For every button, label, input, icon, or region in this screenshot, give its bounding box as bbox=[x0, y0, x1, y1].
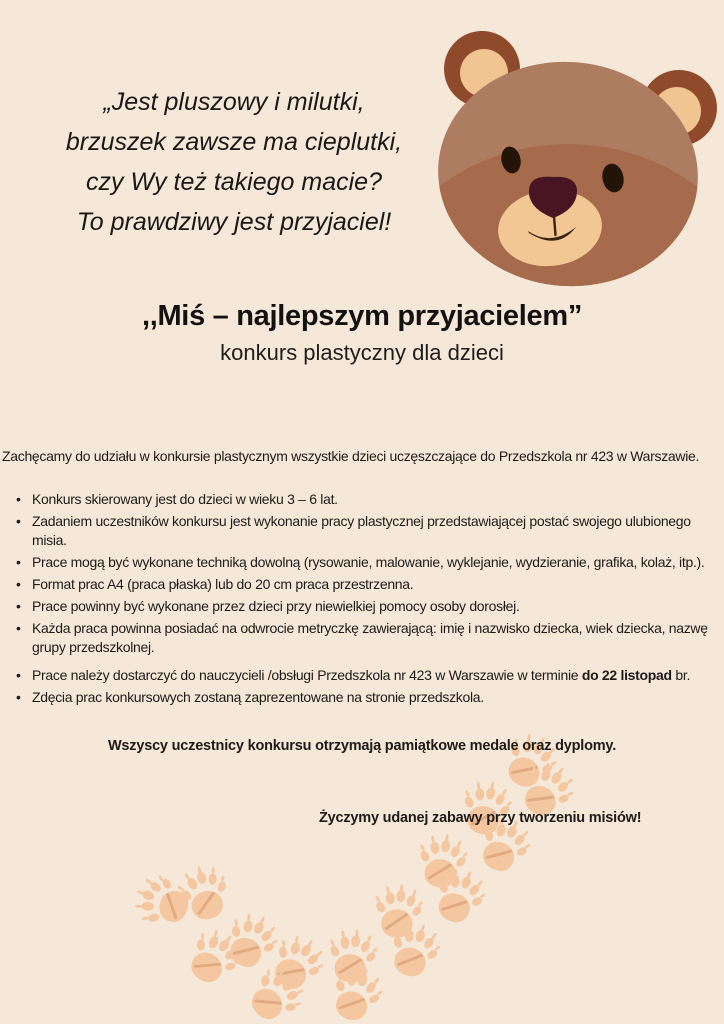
intro-text: Zachęcamy do udziału w konkursie plastycznym wszystkie dzieci uczęszczające do Przedszkola nr 423 w Warszawie. bbox=[2, 448, 700, 464]
rule-text: Format prac A4 (praca płaska) lub do 20 cm praca przestrzenna. bbox=[32, 576, 414, 592]
poem-line: czy Wy też takiego macie? bbox=[86, 168, 382, 196]
rule-text: Konkurs skierowany jest do dzieci w wieku 3 – 6 lat. bbox=[32, 491, 338, 507]
list-item bbox=[14, 619, 722, 657]
list-item bbox=[14, 688, 722, 707]
poem-line: To prawdziwy jest przyjaciel! bbox=[76, 208, 392, 236]
rule-text: Zdęcia prac konkursowych zostaną zaprezentowane na stronie przedszkola. bbox=[32, 689, 484, 705]
rule-text: br. bbox=[671, 667, 691, 683]
poem bbox=[6, 82, 462, 242]
rule-text: Zadaniem uczestników konkursu jest wykonanie pracy plastycznej przedstawiającej postać swojego ulubionego misia. bbox=[32, 513, 691, 548]
contest-title: ,,Miś – najlepszym przyjacielem” bbox=[141, 300, 583, 332]
poem-line: brzuszek zawsze ma cieplutki, bbox=[65, 128, 403, 156]
rules-list bbox=[14, 490, 722, 710]
title-block bbox=[0, 300, 724, 366]
deadline-emphasis: do 22 listopad bbox=[581, 667, 672, 683]
closing-wish: Życzymy udanej zabawy przy tworzeniu misiów! bbox=[319, 810, 642, 826]
rule-text: Prace powinny być wykonane przez dzieci przy niewielkiej pomocy osoby dorosłej. bbox=[32, 598, 520, 614]
rule-text: Każda praca powinna posiadać na odwrocie metryczkę zawierającą: imię i nazwisko dziecka, wiek dziecka, nazwę grupy przedszkolnej. bbox=[32, 620, 708, 655]
awards-note: Wszyscy uczestnicy konkursu otrzymają pamiątkowe medale oraz dyplomy. bbox=[107, 738, 617, 754]
list-item bbox=[14, 597, 722, 616]
teddy-bear-head-icon bbox=[428, 20, 724, 294]
list-item bbox=[14, 512, 722, 550]
list-item bbox=[14, 490, 722, 509]
list-item bbox=[14, 553, 722, 572]
poem-line: „Jest pluszowy i milutki, bbox=[103, 88, 365, 116]
list-item bbox=[14, 575, 722, 594]
rule-text: Prace należy dostarczyć do nauczycieli /obsługi Przedszkola nr 423 w Warszawie w terminie bbox=[32, 667, 582, 683]
rule-text: Prace mogą być wykonane techniką dowolną (rysowanie, malowanie, wyklejanie, wydzieranie, grafika, kolaż, itp.). bbox=[32, 554, 705, 570]
contest-subtitle: konkurs plastyczny dla dzieci bbox=[220, 340, 504, 365]
list-item bbox=[14, 666, 722, 685]
